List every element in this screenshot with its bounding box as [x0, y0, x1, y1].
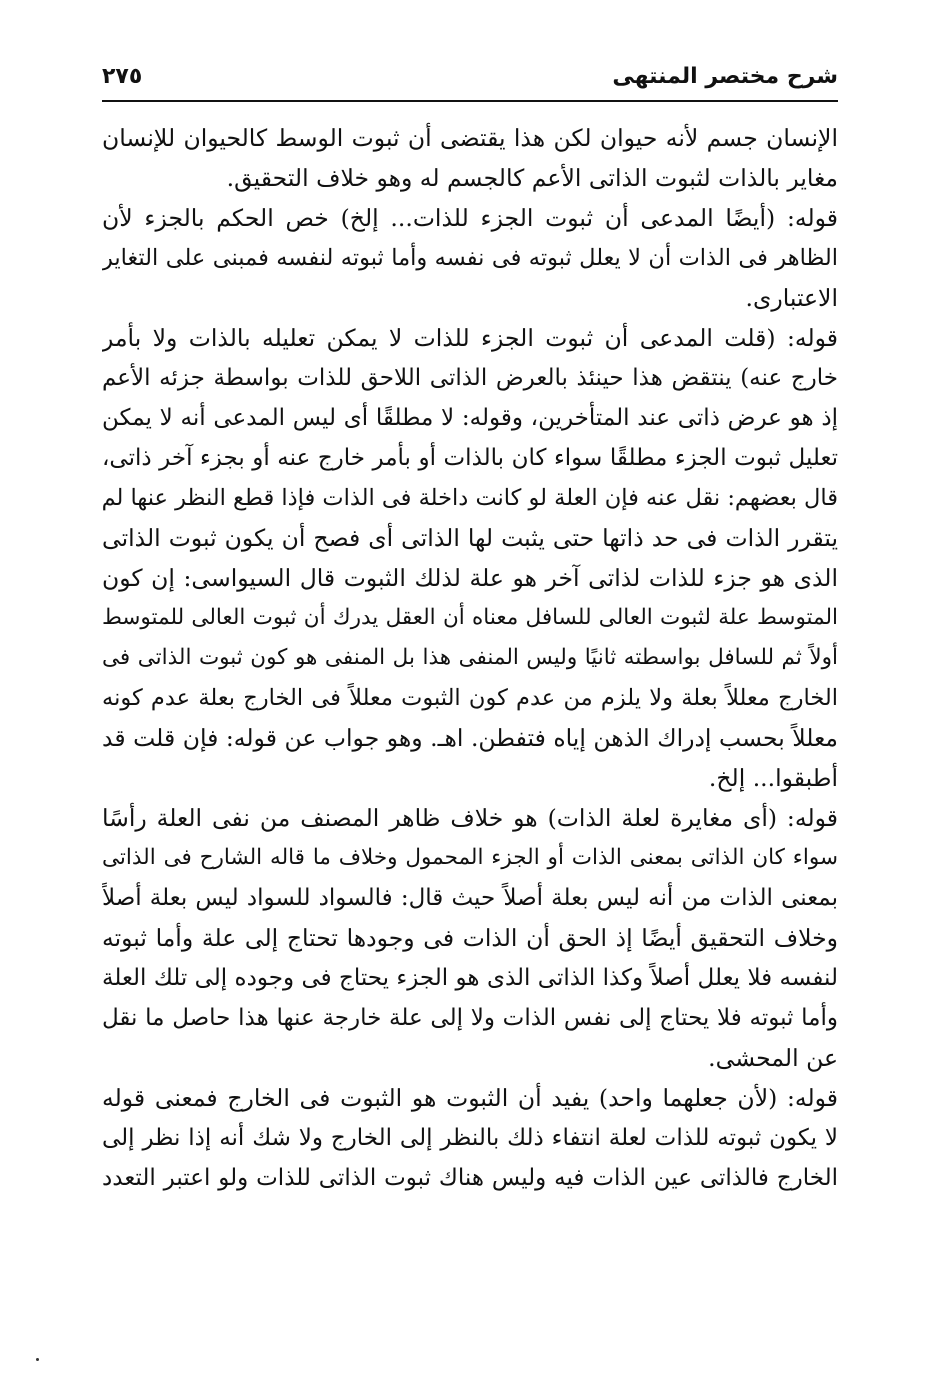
text-line: قوله: (أى مغايرة لعلة الذات) هو خلاف ظاهر المصنف من نفى العلة رأسًا — [102, 804, 838, 832]
text-line: وأما ثبوته فلا يحتاج إلى نفس الذات ولا إلى علة خارجة عنها هذا حاصل ما نقل — [102, 1005, 838, 1031]
text-line: خارج عنه) ينتقض هذا حينئذ بالعرض الذاتى اللاحق للذات بواسطة جزئه الأعم — [102, 365, 838, 391]
text-line: قوله: (قلت المدعى أن ثبوت الجزء للذات لا يمكن تعليله بالذات ولا بأمر — [102, 324, 838, 352]
text-line: قال بعضهم: نقل عنه فإن العلة لو كانت داخلة فى الذات فإذا قطع النظر عنها لم — [102, 485, 838, 511]
text-line: عن المحشى. — [708, 1044, 838, 1072]
text-line: المتوسط علة لثبوت العالى للسافل معناه أن العقل يدرك أن ثبوت العالى للمتوسط — [102, 605, 838, 630]
running-title: شرح مختصر المنتهى — [612, 64, 838, 89]
text-line: الخارج فالذاتى عين الذات فيه وليس هناك ثبوت الذاتى للذات ولو اعتبر التعدد — [102, 1165, 838, 1191]
text-line: لنفسه فلا يعلل أصلاً وكذا الذاتى الذى هو الجزء يحتاج فى وجوده إلى تلك العلة — [102, 965, 838, 991]
text-line: أطبقوا... إلخ. — [708, 764, 838, 792]
text-line: قوله: (لأن جعلهما واحد) يفيد أن الثبوت هو الثبوت فى الخارج فمعنى قوله — [102, 1084, 838, 1112]
page-header — [102, 62, 838, 102]
text-line: يتقرر الذات فى حد ذاتها حتى يثبت لها الذاتى أى فصح أن يكون ثبوت الذاتى — [102, 524, 838, 552]
page-number: ٢٧٥ — [102, 64, 143, 89]
text-line: مغاير بالذات لثبوت الذاتى الأعم كالجسم له وهو خلاف التحقيق. — [226, 164, 838, 192]
text-line: لا يكون ثبوته للذات لعلة انتفاء ذلك بالنظر إلى الخارج ولا شك أنه إذا نظر إلى — [102, 1125, 838, 1151]
text-line: معللاً بحسب إدراك الذهن إياه فتفطن. اهـ. وهو جواب عن قوله: فإن قلت قد — [102, 724, 838, 752]
text-line: الظاهر فى الذات أن لا يعلل ثبوته فى نفسه وأما ثبوته لنفسه فمبنى على التغاير — [102, 245, 838, 271]
text-line: تعليل ثبوت الجزء مطلقًا سواء كان بالذات أو بأمر خارج عنه أو بجزء آخر ذاتى، — [102, 445, 838, 471]
text-line: الإنسان جسم لأنه حيوان لكن هذا يقتضى أن ثبوت الوسط كالحيوان للإنسان — [102, 124, 838, 152]
text-line: الخارج معللاً بعلة ولا يلزم من عدم كون الثبوت معللاً فى الخارج بعلة عدم كونه — [102, 685, 838, 711]
text-line: أولاً ثم للسافل بواسطته ثانيًا وليس المنفى هذا بل المنفى هو كون ثبوت الذاتى فى — [102, 645, 838, 670]
text-line: الذى هو جزء للذات لذاتى آخر هو علة لذلك الثبوت قال السيواسى: إن كون — [102, 564, 838, 592]
text-line: بمعنى الذات من أنه ليس بعلة أصلاً حيث قال: فالسواد للسواد ليس بعلة أصلاً — [102, 885, 838, 911]
body-text — [102, 118, 838, 1198]
text-line: الاعتبارى. — [745, 284, 838, 312]
text-line: قوله: (أيضًا المدعى أن ثبوت الجزء للذات... إلخ) خص الحكم بالجزء لأن — [102, 204, 838, 232]
text-line: سواء كان الذاتى بمعنى الذات أو الجزء المحمول وخلاف ما قاله الشارح فى الذاتى — [102, 845, 838, 870]
text-line: إذ هو عرض ذاتى عند المتأخرين، وقوله: لا مطلقًا أى ليس المدعى أنه لا يمكن — [102, 405, 838, 431]
text-line: وخلاف التحقيق أيضًا إذ الحق أن الذات فى وجودها تحتاج إلى علة وأما ثبوته — [102, 924, 838, 952]
scan-speck — [36, 1358, 39, 1361]
